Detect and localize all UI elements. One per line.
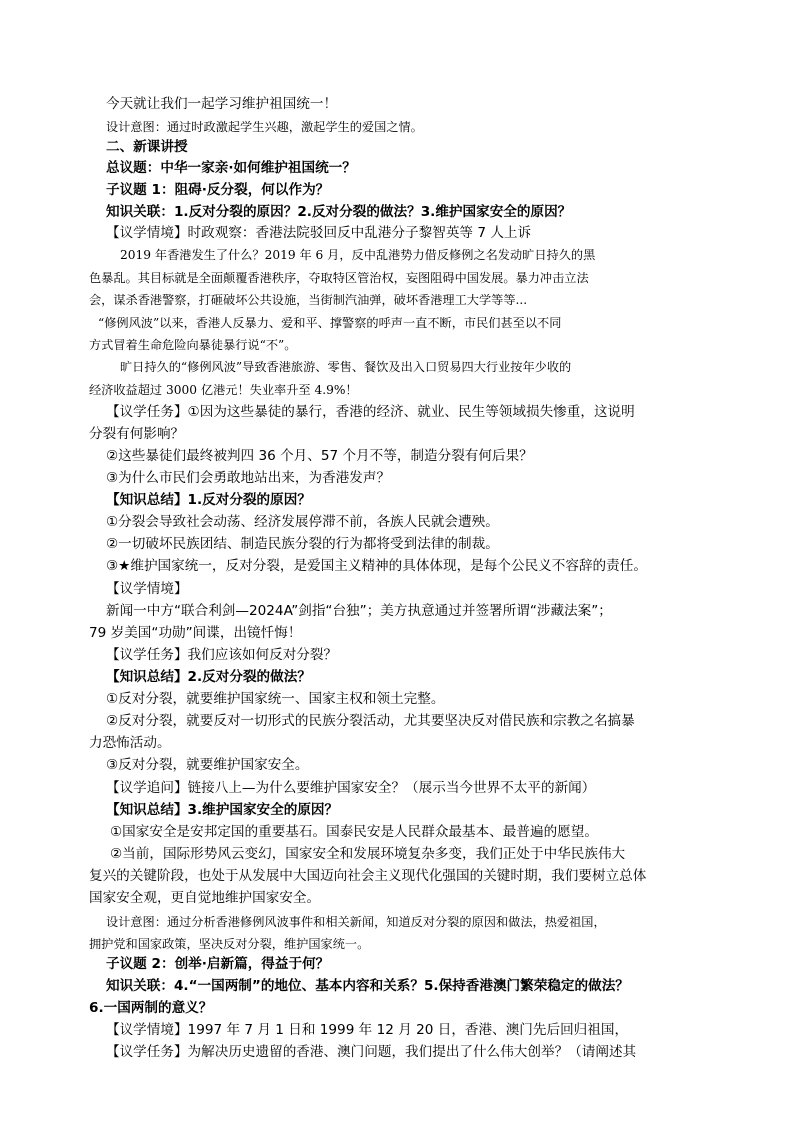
text-line: 旷日持久的“修例风波”导致香港旅游、零售、餐饮及出入口贸易四大行业按年少收的 [120,360,572,374]
task-line: 【议学任务】①因为这些暴徒的暴行，香港的经济、就业、民生等领域损失惨重，这说明 [106,404,635,420]
scenario-line: 【议学情境】1997 年 7 月 1 日和 1999 年 12 月 20 日，香港、澳门先后回归祖国， [106,1022,629,1038]
design-intent-line: 设计意图：通过分析香港修例风波事件和相关新闻，知道反对分裂的原因和做法，热爱祖国， [106,915,606,929]
text-line: 今天就让我们一起学习维护祖国统一！ [106,96,338,112]
follow-up-line: 【议学追问】链接八上—为什么要维护国家安全？（展示当今世界不太平的新闻） [106,780,596,796]
knowledge-summary-heading: 【知识总结】2.反对分裂的做法？ [106,669,311,685]
text-line: 79 岁美国“功勋”间谍，出镜忏悔！ [89,625,302,641]
text-line: ②这些暴徒们最终被判四 36 个月、57 个月不等，制造分裂有何后果？ [106,448,533,464]
text-line: ③反对分裂，就要维护国家安全。 [106,757,309,773]
text-line: ①反对分裂，就要维护国家统一、国家主权和领土完整。 [106,691,445,707]
text-line: ①国家安全是安邦定国的重要基石。国泰民安是人民群众最基本、最普遍的愿望。 [110,824,598,840]
knowledge-summary-heading: 【知识总结】1.反对分裂的原因？ [106,492,311,508]
text-line: 国家安全观，更自觉地维护国家安全。 [89,890,321,906]
knowledge-link-heading: 知识关联：4.“一国两制”的地位、基本内容和关系？5.保持香港澳门繁荣稳定的做法？ [106,978,629,994]
text-line: ②当前，国际形势风云变幻，国家安全和发展环境复杂多变，我们正处于中华民族伟大 [110,846,626,862]
text-line: ①分裂会导致社会动荡、经济发展停滞不前，各族人民就会遭殃。 [106,514,499,530]
main-topic-heading: 总议题：中华一家亲·如何维护祖国统一？ [106,160,356,176]
knowledge-link-heading: 知识关联：1.反对分裂的原因？2.反对分裂的做法？3.维护国家安全的原因？ [106,204,572,220]
text-line: 分裂有何影响？ [89,426,185,442]
text-line: ②一切破坏民族团结、制造民族分裂的行为都将受到法律的制裁。 [106,536,499,552]
text-line: 2019 年香港发生了什么？2019 年 6 月，反中乱港势力借反修例之名发动旷日持久的黑 [120,248,596,262]
text-line: “修例风波”以来，香港人反暴力、爱和平、撑警察的呼声一直不断，市民们甚至以不同 [98,316,562,330]
text-line: ③为什么市民们会勇敢地站出来，为香港发声？ [106,470,391,486]
task-line: 【议学任务】我们应该如何反对分裂？ [106,647,338,663]
text-line: 复兴的关键阶段，也处于从发展中大国迈向社会主义现代化强国的关键时期，我们要树立总体 [89,868,647,884]
knowledge-summary-heading: 【知识总结】3.维护国家安全的原因？ [106,802,339,818]
text-line: 会，谋杀香港警察，打砸破坏公共设施，当街制汽油弹，破坏香港理工大学等等... [89,293,528,307]
scenario-heading: 【议学情境】时政观察：香港法院驳回反中乱港分子黎智英等 7 人上诉 [106,225,532,241]
text-line: 经济收益超过 3000 亿港元！失业率升至 4.9%！ [89,383,358,397]
design-intent-line: 拥护党和国家政策，坚决反对分裂，维护国家统一。 [89,937,370,951]
subtopic-1-heading: 子议题 1：阻碍·反分裂，何以作为？ [106,182,330,198]
section-heading: 二、新课讲授 [106,139,188,155]
text-line: 力恐怖活动。 [89,735,171,751]
text-line: 色暴乱。其目标就是全面颠覆香港秩序，夺取特区管治权，妄图阻碍中国发展。暴力冲击立法 [89,271,589,285]
scenario-heading: 【议学情境】 [106,581,188,597]
text-line: 新闻一中方“联合利剑—2024A”剑指“台独”；美方执意通过并签署所谓“涉藏法案”； [106,603,612,619]
subtopic-2-heading: 子议题 2：创举·启新篇，得益于何？ [106,956,330,972]
task-line: 【议学任务】为解决历史遗留的香港、澳门问题，我们提出了什么伟大创举？（请阐述其 [106,1044,637,1060]
text-line: 方式冒着生命危险向暴徒暴行说“不”。 [89,338,297,352]
text-line: ②反对分裂，就要反对一切形式的民族分裂活动，尤其要坚决反对借民族和宗教之名搞暴 [106,713,635,729]
design-intent-line: 设计意图：通过时政激起学生兴趣，激起学生的爱国之情。 [106,120,423,134]
knowledge-link-heading: 6.一国两制的意义？ [89,1000,213,1016]
text-line: ③★维护国家统一，反对分裂，是爱国主义精神的具体体现，是每个公民义不容辞的责任。 [106,558,647,574]
